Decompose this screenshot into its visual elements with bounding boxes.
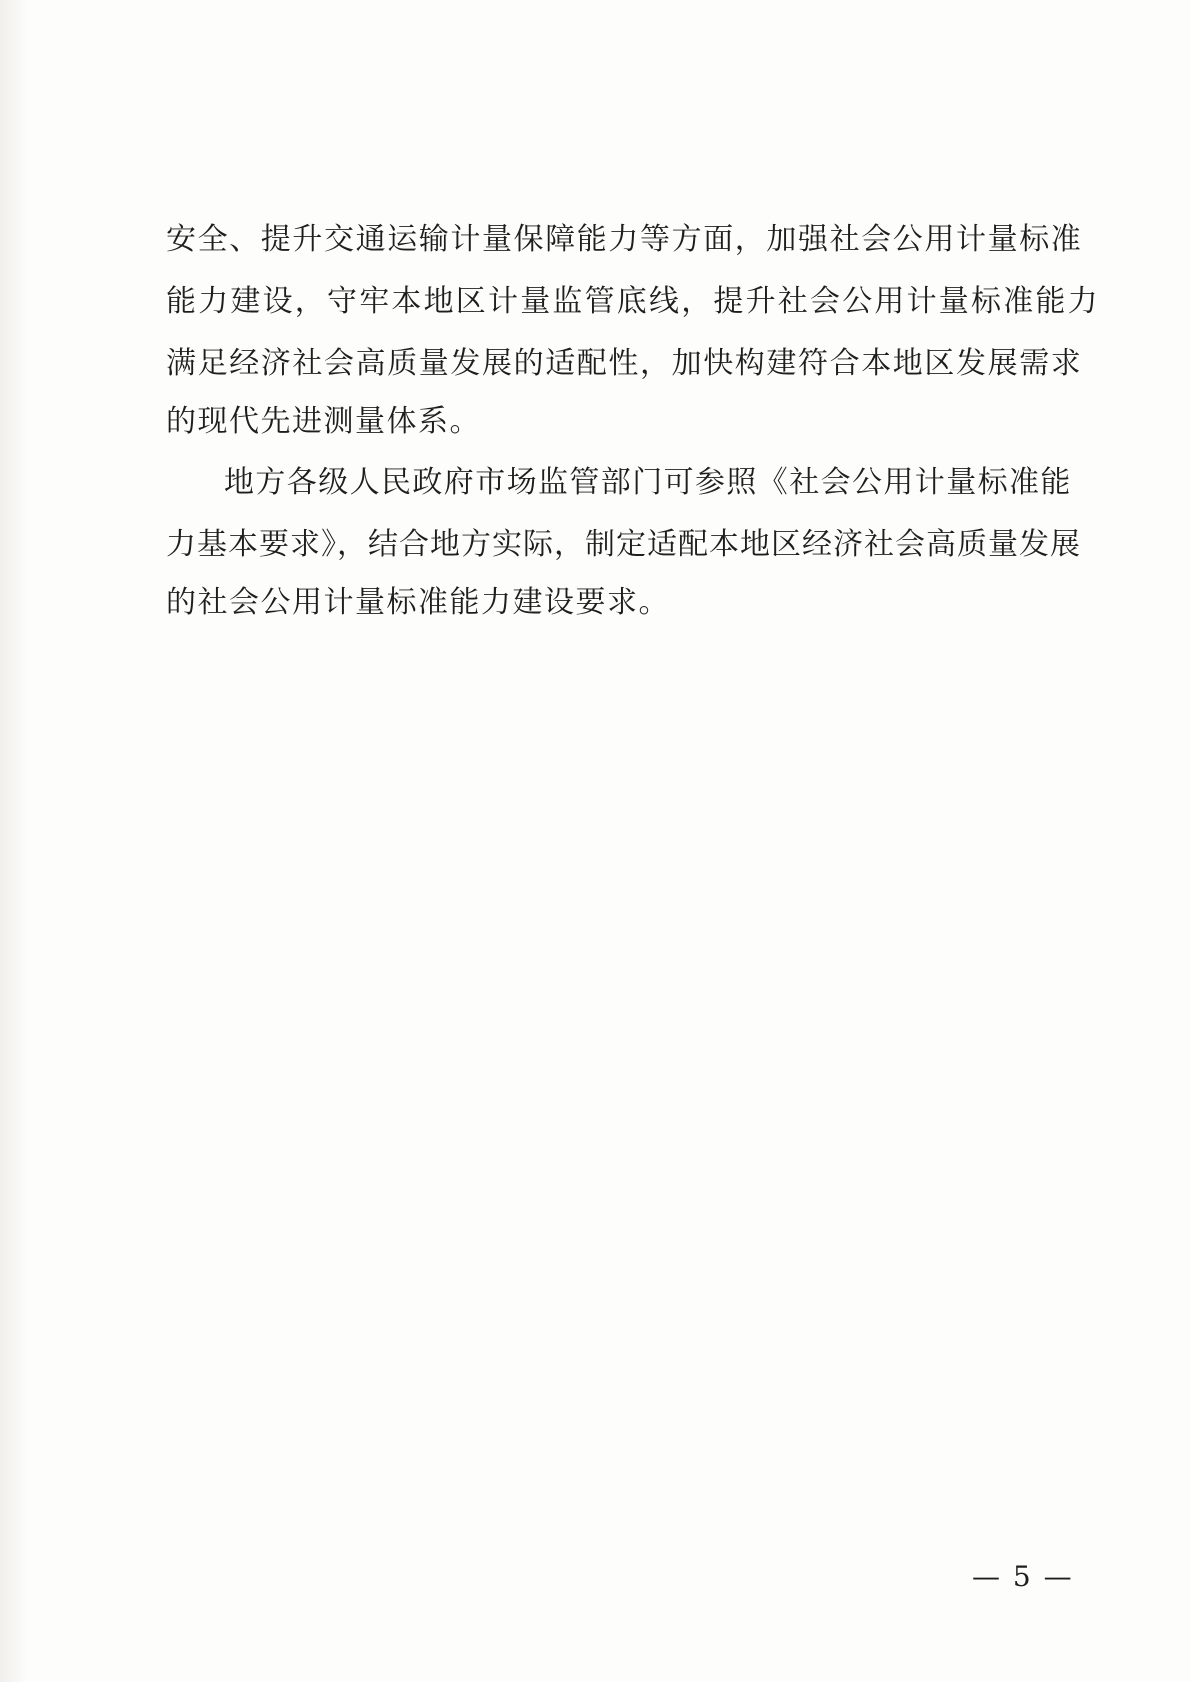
body-text-line: 地方各级人民政府市场监管部门可参照《社会公用计量标准能 [224,465,1072,500]
scan-edge-shading [0,0,28,1682]
page-number: — 5 — [972,1560,1074,1593]
body-text-line: 满足经济社会高质量发展的适配性，加快构建符合本地区发展需求 [166,346,1083,381]
body-text-line: 力基本要求》，结合地方实际，制定适配本地区经济社会高质量发展 [166,527,1081,562]
body-text-line: 的社会公用计量标准能力建设要求。 [166,585,670,620]
body-text-line: 的现代先进测量体系。 [166,404,481,439]
body-text-line: 安全、提升交通运输计量保障能力等方面，加强社会公用计量标准 [166,222,1083,257]
body-text-line: 能力建设，守牢本地区计量监管底线，提升社会公用计量标准能力 [166,284,1100,319]
